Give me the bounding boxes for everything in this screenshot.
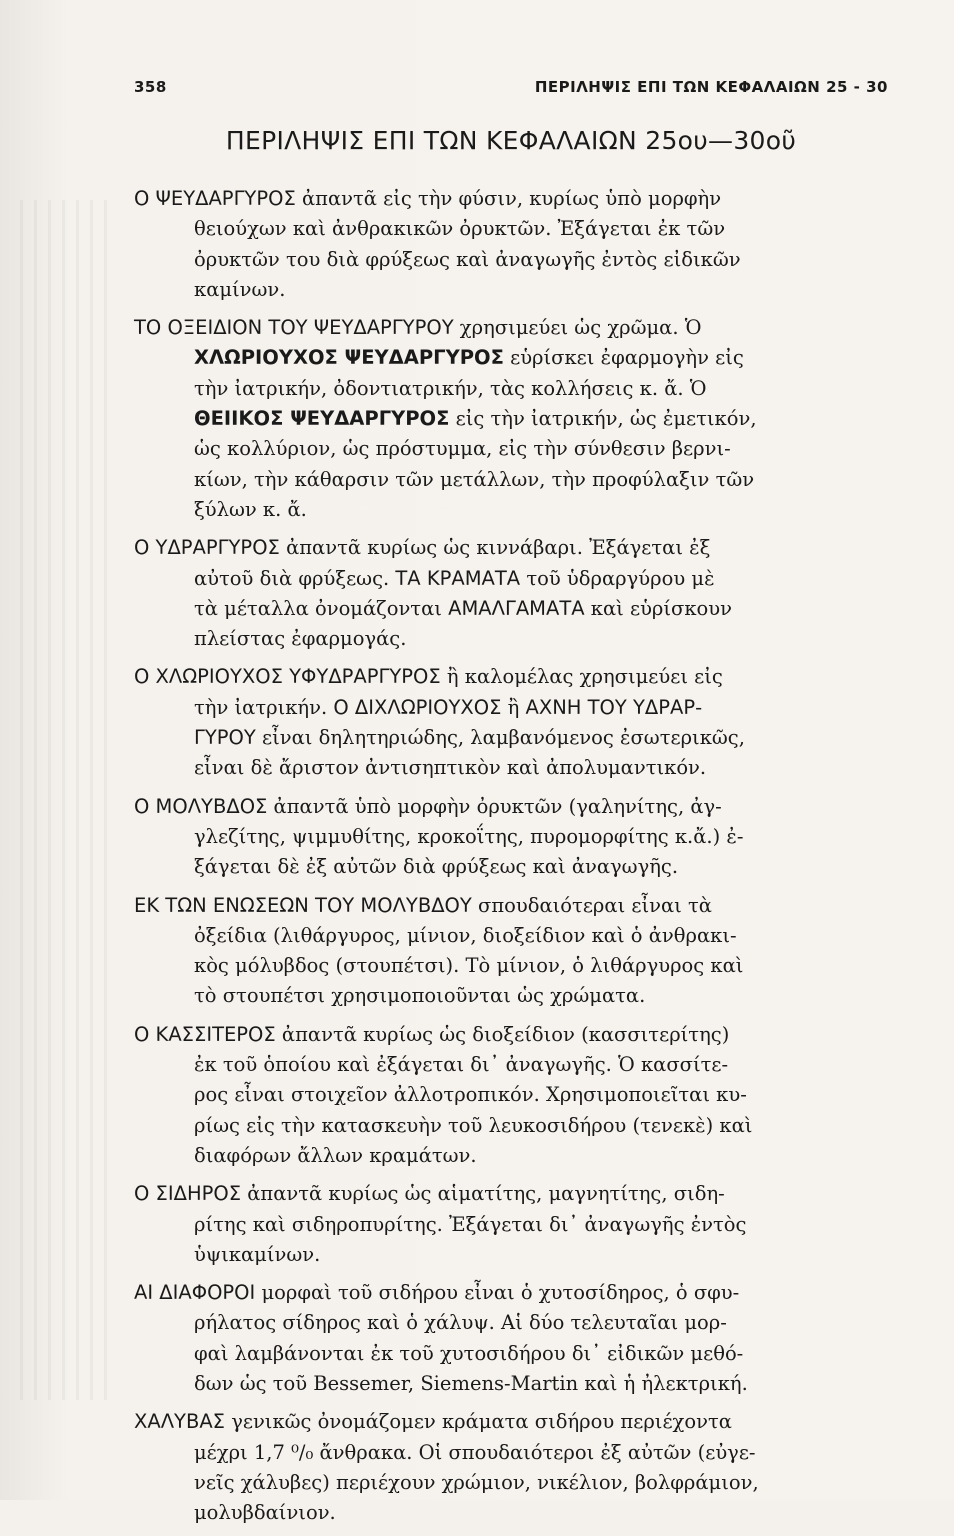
text-run: ἢ καλομέλας χρησιμεύει εἰς xyxy=(440,665,723,689)
text-line xyxy=(134,852,879,882)
text-line xyxy=(134,1339,879,1369)
heading-term: Ο ΔΙΧΛΩΡΙΟΥΧΟΣ xyxy=(333,695,502,719)
text-line xyxy=(134,1498,879,1528)
text-run: γενικῶς ὀνομάζομεν κράματα σιδήρου περιέχοντα xyxy=(225,1410,732,1434)
text-line xyxy=(134,1179,879,1209)
text-run: καὶ εὑρίσκουν xyxy=(584,596,732,620)
text-run: ἀπαντᾶ ὑπὸ μορφὴν ὀρυκτῶν (γαληνίτης, ἀγ- xyxy=(267,794,722,818)
text-line xyxy=(134,343,879,373)
text-line xyxy=(134,951,879,981)
text-line xyxy=(134,753,879,783)
text-run: τὸ στουπέτσι χρησιμοποιοῦνται ὡς χρώματα. xyxy=(194,984,646,1008)
text-line xyxy=(134,245,879,275)
text-run: νεῖς χάλυβες) περιέχουν χρώμιον, νικέλιον, βολφράμιον, xyxy=(194,1470,759,1494)
page-title: ΠΕΡΙΛΗΨΙΣ ΕΠΙ ΤΩΝ ΚΕΦΑΛΑΙΩΝ 25ου—30οῦ xyxy=(225,126,797,155)
document-body xyxy=(134,184,879,1536)
heading-term: Ο ΚΑΣΣΙΤΕΡΟΣ xyxy=(134,1022,276,1046)
paragraph xyxy=(134,1020,879,1171)
text-run: καμίνων. xyxy=(194,277,286,301)
text-line xyxy=(134,693,879,723)
heading-term: ΑΧΝΗ ΤΟΥ ΥΔΡΑΡ- xyxy=(525,695,703,719)
text-run: μέχρι 1,7 ⁰/₀ ἄνθρακα. Οἱ σπουδαιότεροι ἐξ αὐτῶν (εὐγε- xyxy=(194,1440,756,1464)
text-line xyxy=(134,275,879,305)
paragraph xyxy=(134,184,879,305)
text-line xyxy=(134,495,879,525)
text-run: ἢ xyxy=(501,695,526,719)
heading-term: Ο ΥΔΡΑΡΓΥΡΟΣ xyxy=(134,536,280,560)
text-line xyxy=(134,374,879,404)
paragraph xyxy=(134,792,879,883)
text-line xyxy=(134,1050,879,1080)
text-run: εἶναι δηλητηριώδης, λαμβανόμενος ἐσωτερικῶς, xyxy=(255,726,745,750)
heading-term: Ο ΣΙΔΗΡΟΣ xyxy=(134,1182,242,1206)
paragraph xyxy=(134,1278,879,1399)
heading-term: ΕΚ ΤΩΝ ΕΝΩΣΕΩΝ ΤΟΥ ΜΟΛΥΒΔΟΥ xyxy=(134,893,472,917)
text-line xyxy=(134,1111,879,1141)
paragraph xyxy=(134,662,879,783)
heading-term: ΓΥΡΟΥ xyxy=(194,726,256,750)
text-run: δων ὡς τοῦ Bessemer, Siemens-Martin καὶ ἡ ἠλεκτρική. xyxy=(194,1371,748,1395)
paragraph xyxy=(134,533,879,654)
text-line xyxy=(134,1369,879,1399)
bleed-through-shadow xyxy=(20,200,110,1400)
paragraph xyxy=(134,891,879,1012)
text-run: τὴν ἰατρικήν, ὀδοντιατρικήν, τὰς κολλήσεις κ. ἄ. Ὁ xyxy=(194,376,707,400)
text-run: εὑρίσκει ἐφαρμογὴν εἰς xyxy=(503,346,744,370)
heading-term: ΤΟ ΟΞΕΙΔΙΟΝ ΤΟΥ ΨΕΥΔΑΡΓΥΡΟΥ xyxy=(134,316,454,340)
text-line xyxy=(134,624,879,654)
text-run: ρήλατος σίδηρος καὶ ὁ χάλυψ. Αἱ δύο τελευταῖαι μορ- xyxy=(194,1311,727,1335)
text-run: μολυβδαίνιον. xyxy=(194,1501,336,1525)
text-run: φαὶ λαμβάνονται ἐκ τοῦ χυτοσιδήρου δι᾽ εἰδικῶν μεθό- xyxy=(194,1341,744,1365)
heading-term: ΧΑΛΥΒΑΣ xyxy=(134,1410,225,1434)
text-run: εἰς τὴν ἰατρικήν, ὡς ἐμετικόν, xyxy=(449,407,757,431)
text-line xyxy=(134,1141,879,1171)
text-line xyxy=(134,1438,879,1468)
text-run: ἀπαντᾶ κυρίως ὡς αἱματίτης, μαγνητίτης, σιδη- xyxy=(241,1182,725,1206)
page-number: 358 xyxy=(134,78,167,96)
heading-term: ΑΜΑΛΓΑΜΑΤΑ xyxy=(448,596,585,620)
text-line xyxy=(134,921,879,951)
text-line xyxy=(134,723,879,753)
heading-term: Ο ΜΟΛΥΒΔΟΣ xyxy=(134,794,268,818)
heading-term: Ο ΧΛΩΡΙΟΥΧΟΣ ΥΦΥΔΡΑΡΓΥΡΟΣ xyxy=(134,665,441,689)
text-run: ὡς κολλύριον, ὡς πρόστυμμα, εἰς τὴν σύνθεσιν βερνι- xyxy=(194,437,731,461)
text-run: αὐτοῦ διὰ φρύξεως. xyxy=(194,566,396,590)
text-line xyxy=(134,662,879,692)
text-run: ξάγεται δὲ ἐξ αὐτῶν διὰ φρύξεως καὶ ἀναγωγῆς. xyxy=(194,855,679,879)
text-line xyxy=(134,891,879,921)
text-line xyxy=(134,1308,879,1338)
text-run: χρησιμεύει ὡς χρῶμα. Ὁ xyxy=(453,316,702,340)
text-line xyxy=(134,434,879,464)
text-line xyxy=(134,1020,879,1050)
text-run: ἀπαντᾶ εἰς τὴν φύσιν, κυρίως ὑπὸ μορφὴν xyxy=(295,187,722,210)
text-line xyxy=(134,822,879,852)
text-line xyxy=(134,313,879,343)
text-run: ρίτης καὶ σιδηροπυρίτης. Ἐξάγεται δι᾽ ἀναγωγῆς ἐντὸς xyxy=(194,1212,747,1236)
text-line xyxy=(134,1407,879,1437)
text-run: σπουδαιότεραι εἶναι τὰ xyxy=(471,893,712,917)
text-line xyxy=(134,792,879,822)
text-run: ρος εἶναι στοιχεῖον ἀλλοτροπικόν. Χρησιμοποιεῖται κυ- xyxy=(194,1083,747,1107)
text-run: ἀπαντᾶ κυρίως ὡς κιννάβαρι. Ἐξάγεται ἐξ xyxy=(279,536,711,560)
paragraph xyxy=(134,1407,879,1528)
text-run: τὴν ἰατρικήν. xyxy=(194,695,334,719)
text-run: ὀρυκτῶν του διὰ φρύξεως καὶ ἀναγωγῆς ἐντὸς εἰδικῶν xyxy=(194,247,741,271)
text-run: τοῦ ὑδραργύρου μὲ xyxy=(520,566,715,590)
text-run: γλεζίτης, ψιμμυθίτης, κροκοΐτης, πυρομορφίτης κ.ἄ.) ἐ- xyxy=(194,824,744,848)
heading-term: ΑΙ ΔΙΑΦΟΡΟΙ xyxy=(134,1281,256,1305)
heading-term: ΘΕΙΙΚΟΣ ΨΕΥΔΑΡΓΥΡΟΣ xyxy=(194,407,450,431)
running-header xyxy=(134,78,888,102)
text-line xyxy=(134,1240,879,1270)
text-line xyxy=(134,214,879,244)
text-run: ἀπαντᾶ κυρίως ὡς διοξείδιον (κασσιτερίτης) xyxy=(275,1022,730,1046)
text-line xyxy=(134,564,879,594)
text-line xyxy=(134,1278,879,1308)
paragraph xyxy=(134,313,879,525)
text-line xyxy=(134,594,879,624)
running-title: ΠΕΡΙΛΗΨΙΣ ΕΠΙ ΤΩΝ ΚΕΦΑΛΑΙΩΝ 25 - 30 xyxy=(534,78,888,96)
text-run: κίων, τὴν κάθαρσιν τῶν μετάλλων, τὴν προφύλαξιν τῶν xyxy=(194,467,755,491)
text-run: πλείστας ἐφαρμογάς. xyxy=(194,627,407,651)
heading-term: ΤΑ ΚΡΑΜΑΤΑ xyxy=(395,566,521,590)
paragraph xyxy=(134,1179,879,1270)
text-line xyxy=(134,1468,879,1498)
text-run: μορφαὶ τοῦ σιδήρου εἶναι ὁ χυτοσίδηρος, ὁ σφυ- xyxy=(255,1281,740,1305)
text-run: ὑψικαμίνων. xyxy=(194,1242,321,1266)
text-line xyxy=(134,184,879,214)
text-run: θειούχων καὶ ἀνθρακικῶν ὀρυκτῶν. Ἐξάγεται ἐκ τῶν xyxy=(194,217,726,241)
heading-term: ΧΛΩΡΙΟΥΧΟΣ ΨΕΥΔΑΡΓΥΡΟΣ xyxy=(194,346,504,370)
text-run: ξύλων κ. ἄ. xyxy=(194,497,307,521)
text-run: ρίως εἰς τὴν κατασκευὴν τοῦ λευκοσιδήρου (τενεκὲ) καὶ xyxy=(194,1113,753,1137)
text-run: εἶναι δὲ ἄριστον ἀντισηπτικὸν καὶ ἀπολυμαντικόν. xyxy=(194,756,707,780)
text-run: ἐκ τοῦ ὁποίου καὶ ἐξάγεται δι᾽ ἀναγωγῆς. Ὁ κασσίτε- xyxy=(194,1053,729,1077)
text-run: διαφόρων ἄλλων κραμάτων. xyxy=(194,1143,477,1167)
text-run: ὀξείδια (λιθάργυρος, μίνιον, διοξείδιον καὶ ὁ ἀνθρακι- xyxy=(194,923,737,947)
text-run: κὸς μόλυβδος (στουπέτσι). Τὸ μίνιον, ὁ λιθάργυρος καὶ xyxy=(194,954,744,978)
text-run: τὰ μέταλλα ὀνομάζονται xyxy=(194,596,449,620)
text-line xyxy=(134,1080,879,1110)
text-line xyxy=(134,465,879,495)
text-line xyxy=(134,981,879,1011)
heading-term: Ο ΨΕΥΔΑΡΓΥΡΟΣ xyxy=(134,187,296,210)
text-line xyxy=(134,1210,879,1240)
text-line xyxy=(134,404,879,434)
text-line xyxy=(134,533,879,563)
